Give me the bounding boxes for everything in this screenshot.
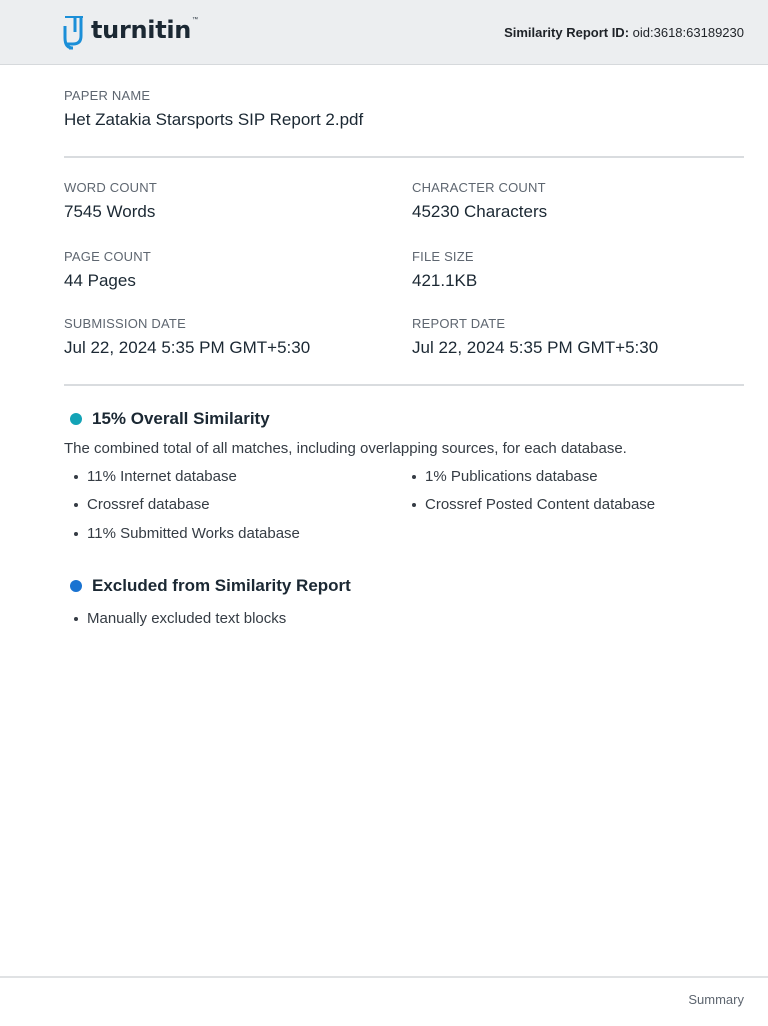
list-item-text: Crossref Posted Content database xyxy=(425,496,656,513)
turnitin-logo-icon xyxy=(63,14,87,50)
submission-date-label: SUBMISSION DATE xyxy=(64,316,186,331)
overall-similarity-title: 15% Overall Similarity xyxy=(92,409,270,428)
list-item xyxy=(412,496,655,513)
report-id-value: oid:3618:63189230 xyxy=(632,25,744,40)
report-id-label: Similarity Report ID: xyxy=(504,25,630,40)
word-count-value: 7545 Words xyxy=(64,202,156,221)
similarity-dot-icon xyxy=(70,413,82,425)
report-date-label: REPORT DATE xyxy=(412,316,506,331)
divider xyxy=(64,384,744,386)
list-item-text: Crossref database xyxy=(87,496,210,513)
excluded-title: Excluded from Similarity Report xyxy=(92,576,351,595)
word-count-field xyxy=(64,180,157,222)
file-size-value: 421.1KB xyxy=(412,271,478,290)
paper-name-value: Het Zatakia Starsports SIP Report 2.pdf xyxy=(64,110,364,129)
submission-date-value: Jul 22, 2024 5:35 PM GMT+5:30 xyxy=(64,338,311,357)
paper-name-label: PAPER NAME xyxy=(64,88,151,103)
list-item xyxy=(74,468,237,485)
file-size-label: FILE SIZE xyxy=(412,249,474,264)
bullet-icon xyxy=(74,617,78,621)
submission-date-field xyxy=(64,316,310,358)
file-size-field xyxy=(412,249,477,291)
word-count-label: WORD COUNT xyxy=(64,180,157,195)
report-date-field xyxy=(412,316,658,358)
similarity-description: The combined total of all matches, including overlapping sources, for each database. xyxy=(64,440,627,457)
list-item-text: Manually excluded text blocks xyxy=(87,610,287,627)
report-date-value: Jul 22, 2024 5:35 PM GMT+5:30 xyxy=(412,338,659,357)
divider xyxy=(64,156,744,158)
character-count-label: CHARACTER COUNT xyxy=(412,180,546,195)
bullet-icon xyxy=(74,503,78,507)
list-item-text: 11% Submitted Works database xyxy=(87,525,300,542)
list-item xyxy=(74,525,300,542)
character-count-field xyxy=(412,180,547,222)
turnitin-logo xyxy=(63,14,198,50)
page-count-label: PAGE COUNT xyxy=(64,249,151,264)
brand-name: turnitin xyxy=(91,16,192,44)
similarity-report-id xyxy=(504,25,744,40)
list-item xyxy=(74,496,210,513)
character-count-value: 45230 Characters xyxy=(412,202,548,221)
excluded-heading xyxy=(70,576,351,596)
page-count-field xyxy=(64,249,151,291)
list-item xyxy=(74,610,286,627)
list-item-text: 1% Publications database xyxy=(425,468,598,485)
excluded-dot-icon xyxy=(70,580,82,592)
bullet-icon xyxy=(74,475,78,479)
bullet-icon xyxy=(412,475,416,479)
trademark-mark: ™ xyxy=(192,17,199,23)
page-count-value: 44 Pages xyxy=(64,271,136,290)
bullet-icon xyxy=(74,532,78,536)
paper-name-field xyxy=(64,88,363,130)
page-footer xyxy=(0,976,768,1026)
list-item xyxy=(412,468,598,485)
report-header xyxy=(0,0,768,65)
list-item-text: 11% Internet database xyxy=(87,468,237,485)
footer-summary-label: Summary xyxy=(688,992,744,1007)
bullet-icon xyxy=(412,503,416,507)
overall-similarity-heading xyxy=(70,409,270,429)
